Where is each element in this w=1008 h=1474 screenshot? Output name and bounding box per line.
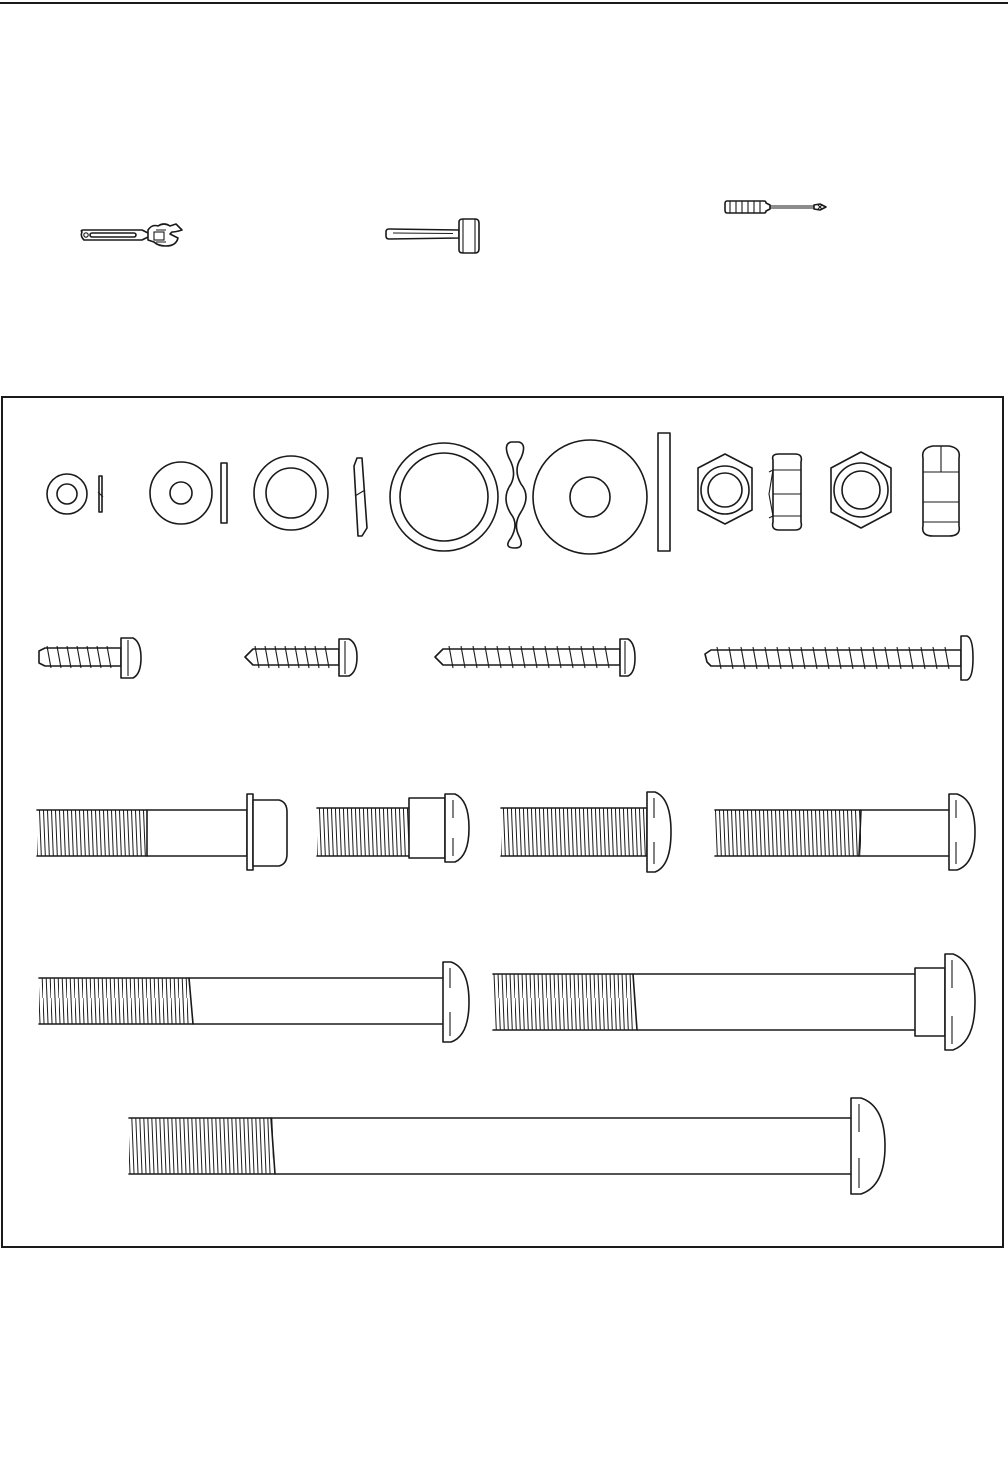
small-flat-washer-icon (150, 462, 227, 524)
longest-button-bolt-icon (129, 1098, 885, 1194)
rubber-mallet-icon (383, 216, 485, 256)
short-pointed-screw-icon (245, 639, 357, 676)
hex-nut-icon (698, 454, 801, 530)
partial-thread-bolt-icon (715, 794, 975, 870)
wave-spring-washer-icon (506, 442, 526, 548)
nylon-lock-nut-icon (831, 446, 959, 536)
shoulder-bolt-icon (317, 794, 469, 862)
hardware-parts-panel (1, 396, 1004, 1248)
long-button-bolt-icon (39, 962, 469, 1042)
long-bolts-row (39, 954, 975, 1050)
short-bolts-row (37, 792, 975, 872)
large-flat-washer-icon (533, 433, 670, 554)
medium-screw-icon (435, 639, 635, 676)
long-shoulder-bolt-icon (493, 954, 975, 1050)
washers-and-nuts-row (47, 433, 959, 554)
small-lock-washer-icon (47, 474, 103, 514)
longest-bolt-row (129, 1098, 885, 1194)
flange-bolt-icon (37, 794, 287, 870)
phillips-screwdriver-icon (722, 196, 830, 218)
adjustable-wrench-icon (78, 220, 186, 250)
short-screw-icon (39, 638, 141, 678)
large-ring-washer-icon (390, 443, 498, 551)
screws-row (39, 636, 973, 680)
long-screw-icon (705, 636, 973, 680)
split-lock-washer-icon (254, 456, 367, 536)
button-bolt-icon (501, 792, 671, 872)
top-rule (0, 2, 1008, 4)
